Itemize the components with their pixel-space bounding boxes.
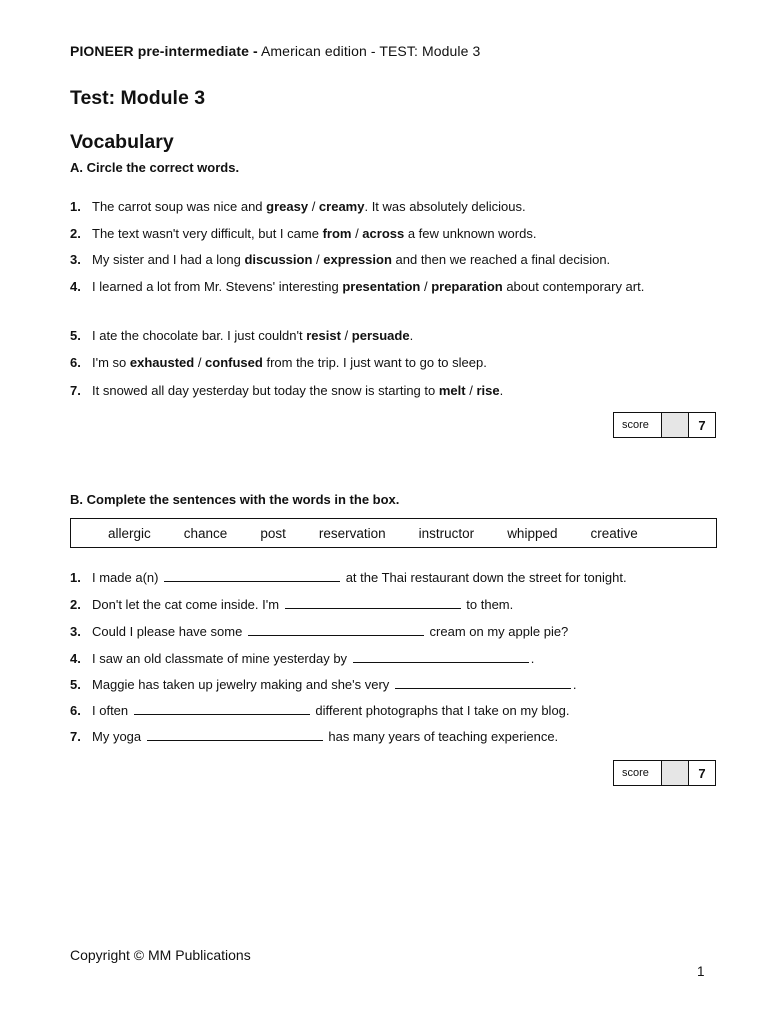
item-text: The text wasn't very difficult, but I came [92, 226, 323, 241]
item-number: 4. [70, 651, 81, 666]
item-text: Maggie has taken up jewelry making and she's very [92, 677, 393, 692]
option-1[interactable]: resist [306, 328, 341, 343]
item-text: I'm so [92, 355, 130, 370]
part-a-item [70, 223, 710, 245]
part-a-item [70, 352, 710, 374]
score-label: score [614, 413, 662, 437]
answer-blank[interactable] [285, 595, 461, 609]
part-b-item [70, 648, 710, 670]
option-1[interactable]: discussion [244, 252, 313, 267]
score-label: score [614, 761, 662, 785]
item-number: 7. [70, 729, 81, 744]
item-text-end: to them. [462, 597, 514, 612]
option-separator: / [420, 279, 432, 294]
option-2[interactable]: persuade [351, 328, 410, 343]
item-text-end: different photographs that I take on my blog. [311, 703, 570, 718]
part-a-instruction: A. Circle the correct words. [70, 160, 240, 175]
option-1[interactable]: presentation [342, 279, 421, 294]
item-text-end: a few unknown words. [404, 226, 537, 241]
option-2[interactable]: across [362, 226, 405, 241]
item-text: I often [92, 703, 132, 718]
score-max: 7 [698, 417, 706, 433]
option-2[interactable]: rise [476, 383, 500, 398]
option-2[interactable]: expression [323, 252, 392, 267]
item-number: 6. [70, 355, 81, 370]
word-box-word: instructor [418, 525, 475, 541]
page-header [70, 43, 480, 59]
item-text-end: and then we reached a final decision. [391, 252, 611, 267]
item-number: 2. [70, 597, 81, 612]
header-brand: PIONEER pre-intermediate - [70, 43, 258, 59]
item-number: 6. [70, 703, 81, 718]
answer-blank[interactable] [248, 622, 424, 636]
option-1[interactable]: greasy [266, 199, 309, 214]
item-number: 5. [70, 328, 81, 343]
score-box-a [613, 412, 716, 438]
item-text: It snowed all day yesterday but today the snow is starting to [92, 383, 439, 398]
part-b-item [70, 621, 710, 643]
item-number: 4. [70, 279, 81, 294]
part-b-instruction: B. Complete the sentences with the words in the box. [70, 492, 400, 507]
word-box-word: reservation [318, 525, 386, 541]
part-a-item [70, 325, 710, 347]
option-1[interactable]: exhausted [129, 355, 195, 370]
item-text: My yoga [92, 729, 145, 744]
item-text: I ate the chocolate bar. I just couldn't [92, 328, 307, 343]
score-input-cell[interactable] [662, 413, 689, 437]
copyright: Copyright © MM Publications [70, 947, 251, 963]
score-max: 7 [698, 765, 706, 781]
option-separator: / [308, 199, 319, 214]
word-box-word: creative [590, 525, 638, 541]
item-number: 7. [70, 383, 81, 398]
item-text-end: . [572, 677, 577, 692]
item-text: Don't let the cat come inside. I'm [92, 597, 283, 612]
word-box-word: post [260, 525, 286, 541]
part-b-item [70, 567, 710, 589]
item-text-end: . [409, 328, 414, 343]
item-text-end: . It was absolutely delicious. [364, 199, 526, 214]
part-b-item [70, 594, 710, 616]
page-title: Test: Module 3 [70, 87, 206, 109]
item-text-end: from the trip. I just want to go to sleep. [262, 355, 487, 370]
option-separator: / [351, 226, 363, 241]
section-title: Vocabulary [70, 131, 174, 153]
word-box-word: chance [183, 525, 228, 541]
option-separator: / [465, 383, 477, 398]
item-text: Could I please have some [92, 624, 246, 639]
part-b-item [70, 726, 710, 748]
item-text: I made a(n) [92, 570, 163, 585]
item-text-end: . [499, 383, 504, 398]
item-text-end: has many years of teaching experience. [324, 729, 559, 744]
page-number: 1 [697, 964, 705, 979]
part-b-item [70, 674, 710, 696]
option-2[interactable]: preparation [431, 279, 503, 294]
item-text-end: at the Thai restaurant down the street for tonight. [342, 570, 627, 585]
part-a-item [70, 276, 710, 298]
item-text-end: . [530, 651, 535, 666]
answer-blank[interactable] [164, 568, 340, 582]
score-input-cell[interactable] [662, 761, 689, 785]
item-text: My sister and I had a long [92, 252, 245, 267]
item-number: 3. [70, 252, 81, 267]
item-number: 2. [70, 226, 81, 241]
word-box-word: whipped [507, 525, 558, 541]
score-box-b [613, 760, 716, 786]
option-separator: / [312, 252, 324, 267]
option-separator: / [340, 328, 352, 343]
part-a-item [70, 196, 710, 218]
item-number: 3. [70, 624, 81, 639]
answer-blank[interactable] [353, 649, 529, 663]
option-1[interactable]: melt [438, 383, 466, 398]
item-number: 5. [70, 677, 81, 692]
answer-blank[interactable] [134, 701, 310, 715]
part-a-item [70, 380, 710, 402]
item-text: The carrot soup was nice and [92, 199, 267, 214]
word-box [70, 518, 717, 548]
part-b-item [70, 700, 710, 722]
item-text: I learned a lot from Mr. Stevens' interesting [92, 279, 343, 294]
header-subtitle: American edition - TEST: Module 3 [257, 43, 481, 59]
answer-blank[interactable] [147, 727, 323, 741]
item-number: 1. [70, 570, 81, 585]
option-2[interactable]: confused [205, 355, 263, 370]
option-1[interactable]: from [322, 226, 352, 241]
item-text-end: about contemporary art. [502, 279, 645, 294]
item-text-end: cream on my apple pie? [425, 624, 569, 639]
item-text: I saw an old classmate of mine yesterday by [92, 651, 351, 666]
option-2[interactable]: creamy [318, 199, 365, 214]
answer-blank[interactable] [395, 675, 571, 689]
part-a-item [70, 249, 710, 271]
item-number: 1. [70, 199, 81, 214]
option-separator: / [194, 355, 206, 370]
word-box-word: allergic [108, 525, 151, 541]
